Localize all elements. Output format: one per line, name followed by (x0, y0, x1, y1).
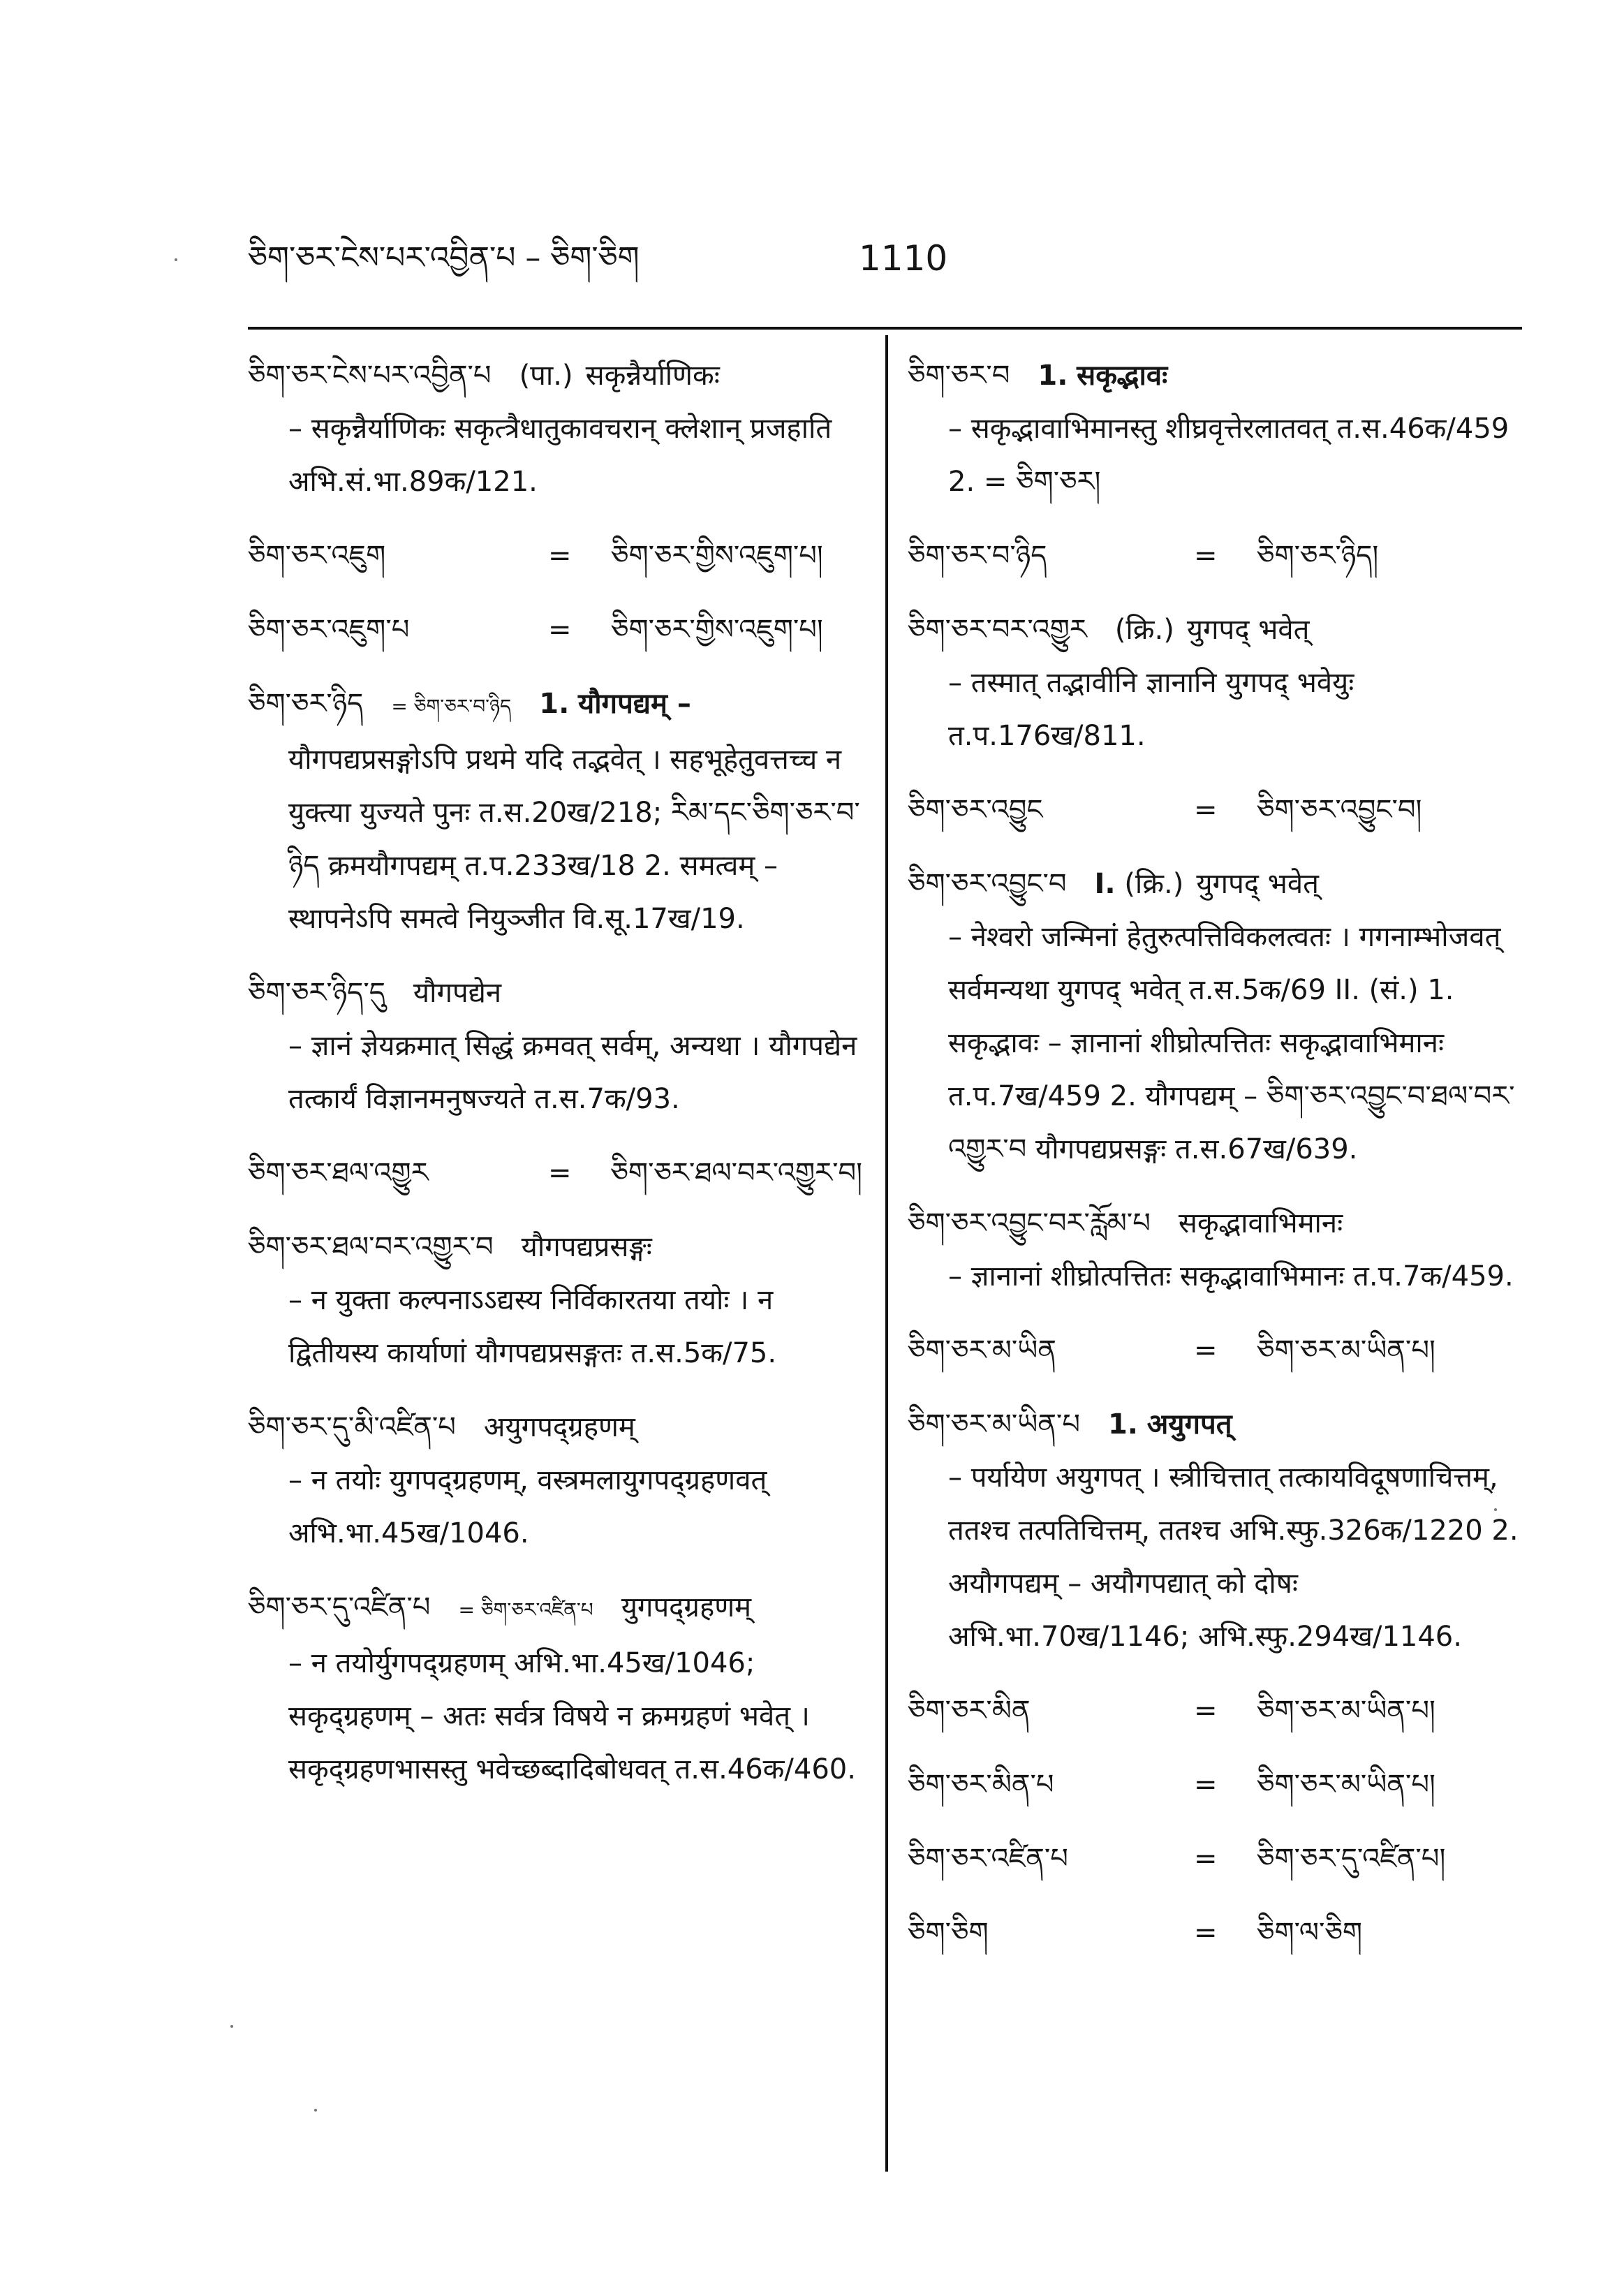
scan-speck (314, 2109, 317, 2112)
cross-reference-entry (248, 529, 862, 582)
scan-speck (175, 258, 177, 261)
sense-number: 1. (539, 688, 570, 720)
entry-first-gloss: यौगपद्यप्रसङ्गः (521, 1231, 652, 1263)
dictionary-entry (908, 857, 1522, 1176)
running-head-range: ཅིག་ཅར་ངེས་པར་འབྱིན་པ – ཅིག་ཅིག (248, 240, 640, 276)
grammar-tag: (क्रि.) (1124, 868, 1184, 900)
cross-reference-target: ཅིག་ཅར་གྱིས་འཇུག་པ། (611, 614, 823, 646)
cross-reference-entry (908, 1832, 1522, 1885)
equals-sign: = (1194, 1917, 1218, 1949)
entry-headword: ཅིག་ཅར་མ་ཡིན (908, 1334, 1056, 1367)
entry-body: – न तयोर्युगपद्ग्रहणम् अभि.भा.45ख/1046; सकृद्ग्रहणम् – अतः सर्वत्र विषये न क्रमग्रहणं भवेत् । सकृद्ग्रहणभासस्तु भवेच्छब्दादिबोधवत् त.स.46क/460. (288, 1647, 856, 1785)
entry-body: – सकृन्नैर्याणिकः सकृत्त्रैधातुकावचरान् क्लेशान् प्रजहाति अभि.सं.भा.89क/121. (288, 413, 832, 498)
entry-headword: ཅིག་ཅར་མ་ཡིན་པ (908, 1408, 1080, 1441)
cross-reference-entry (908, 1906, 1522, 1959)
cross-reference-entry (908, 1684, 1522, 1737)
cross-reference-target: ཅིག་ཅར་ཉིད། (1257, 540, 1379, 572)
entry-headword: ཅིག་ཅར་དུ་མི་འཛིན་པ (248, 1411, 456, 1443)
entry-headword: ཅིག་ཅར་མིན་པ (908, 1769, 1054, 1801)
cross-reference-entry (908, 1758, 1522, 1811)
entry-first-gloss: सकृद्भावाभिमानः (1178, 1207, 1343, 1239)
entry-body: – नेश्वरो जन्मिनां हेतुरुत्पत्तिविकलत्वतः । गगनाम्भोजवत् सर्वमन्यथा युगपद् भवेत् त.स.5क/69 II. (सं.) 1. सकृद्भावः – ज्ञानानां शीघ्रोत्पत्तितः सकृद्भावाभिमानः त.प.7ख/459 2. यौगपद्यम् – ཅིག་ཅར་འབྱུང་བ་ཐལ་བར་འགྱུར་བ यौगपद्यप्रसङ्गः त.स.67ख/639. (948, 921, 1515, 1165)
cross-reference-target: ཅིག་ཅར་མ་ཡིན་པ། (1257, 1695, 1435, 1727)
entry-headword: ཅིག་ཅར་འབྱུང་བར་རློམ་པ (908, 1207, 1151, 1239)
entry-headword: ཅིག་ཅར་ངེས་པར་འབྱིན་པ (248, 360, 492, 392)
cross-reference-entry (908, 1324, 1522, 1377)
entry-headword: ཅིག་ཅར་ཐལ་བར་འགྱུར་བ (248, 1231, 494, 1263)
entry-body: – ज्ञानानां शीघ्रोत्पत्तितः सकृद्भावाभिमानः त.प.7क/459. (948, 1260, 1514, 1292)
entry-first-gloss: अयुगपद्ग्रहणम् (483, 1411, 635, 1443)
sense-number: I. (1094, 868, 1116, 900)
dictionary-entry (248, 677, 862, 945)
entry-headword: ཅིག་ཅར་ཐལ་འགྱུར (248, 1157, 429, 1189)
entry-first-gloss: यौगपद्यम् – (578, 688, 691, 720)
entry-headword: ཅིག་ཅར་འཇུག (248, 540, 386, 572)
header-rule (248, 327, 1522, 330)
scan-speck (230, 2025, 233, 2028)
variant-note: = ཅིག་ཅར་འཛིན་པ (458, 1598, 593, 1621)
entry-first-gloss: यौगपद्येन (413, 977, 502, 1009)
dictionary-entry (248, 1581, 862, 1796)
entry-body: – तस्मात् तद्भावीनि ज्ञानानि युगपद् भवेयुः त.प.176ख/811. (948, 667, 1354, 752)
entry-headword: ཅིག་ཅར་བར་འགྱུར (908, 614, 1087, 646)
equals-sign: = (548, 1157, 572, 1189)
cross-reference-entry (248, 1147, 862, 1200)
entry-body: – ज्ञानं ज्ञेयक्रमात् सिद्धं क्रमवत् सर्वम्, अन्यथा । यौगपद्येन तत्कार्यं विज्ञानमनुषज्यते त.स.7क/93. (288, 1030, 857, 1115)
scan-speck (1494, 1508, 1497, 1511)
entry-headword: ཅིག་ཅར་དུ་འཛིན་པ (248, 1591, 431, 1623)
entry-first-gloss: अयुगपत् (1146, 1408, 1232, 1441)
dictionary-entry (248, 349, 862, 508)
dictionary-entry (248, 1221, 862, 1380)
cross-reference-entry (908, 529, 1522, 582)
entry-first-gloss: सकृन्नैर्याणिकः (585, 360, 720, 392)
entry-headword: ཅིག་ཅར་ཉིད (248, 688, 364, 720)
cross-reference-target: ཅིག་ཅར་མ་ཡིན་པ། (1257, 1334, 1435, 1367)
page-number: 1110 (859, 238, 948, 279)
equals-sign: = (1194, 794, 1218, 826)
entry-headword: ཅིག་ཅར་ཉིད་དུ (248, 977, 385, 1009)
variant-note: = ཅིག་ཅར་བ་ཉིད (391, 695, 512, 718)
equals-sign: = (548, 540, 572, 572)
entry-headword: ཅིག་ཅར་བ (908, 360, 1010, 392)
entry-body: यौगपद्यप्रसङ्गोऽपि प्रथमे यदि तद्भवेत् । सहभूहेतुवत्तच्च न युक्त्या युज्यते पुनः त.स.20ख/218; རིམ་དང་ཅིག་ཅར་བ་ཉིད क्रमयौगपद्यम् त.प.233ख/18 2. समत्वम् – स्थापनेऽपि समत्वे नियुञ्जीत वि.सू.17ख/19. (288, 744, 860, 935)
dictionary-entry (248, 1401, 862, 1560)
entry-headword: ཅིག་ཅར་འཛིན་པ (908, 1843, 1068, 1875)
equals-sign: = (1194, 1843, 1218, 1875)
cross-reference-entry (908, 783, 1522, 837)
entry-body: – पर्यायेण अयुगपत् । स्त्रीचित्तात् तत्कायविदूषणाचित्तम्, ततश्च तत्पतिचित्तम्, ततश्च अभि.स्फु.326क/1220 2. अयौगपद्यम् – अयौगपद्यात् को दोषः अभि.भा.70ख/1146; अभि.स्फु.294ख/1146. (948, 1461, 1519, 1653)
entry-body: – न युक्ता कल्पनाऽऽद्यस्य निर्विकारतया तयोः । न द्वितीयस्य कार्याणां यौगपद्यप्रसङ्गतः त.स.5क/75. (288, 1284, 777, 1369)
cross-reference-target: ཅིག་ཅར་གྱིས་འཇུག་པ། (611, 540, 823, 572)
dictionary-entry (248, 966, 862, 1126)
cross-reference-entry (248, 603, 862, 656)
cross-reference-target: ཅིག་ཅར་འབྱུང་བ། (1257, 794, 1422, 826)
equals-sign: = (548, 614, 572, 646)
entry-body: – न तयोः युगपद्ग्रहणम्, वस्त्रमलायुगपद्ग्रहणवत् अभि.भा.45ख/1046. (288, 1464, 767, 1549)
entry-first-gloss: सकृद्भावः (1077, 360, 1168, 392)
dictionary-entry (908, 349, 1522, 508)
entry-headword: ཅིག་ཅར་མིན (908, 1695, 1031, 1727)
entry-first-gloss: युगपद्ग्रहणम् (621, 1591, 752, 1623)
dictionary-entry (908, 603, 1522, 763)
grammar-tag: (पा.) (519, 360, 573, 392)
equals-sign: = (1194, 1695, 1218, 1727)
left-column (248, 349, 862, 1817)
entry-first-gloss: युगपद् भवेत् (1196, 868, 1319, 900)
entry-headword: ཅིག་ཅར་བ་ཉིད (908, 540, 1047, 572)
dictionary-entry (908, 1398, 1522, 1663)
dictionary-entry (908, 1197, 1522, 1303)
entry-headword: ཅིག་ཅར་འབྱུང་བ (908, 868, 1067, 900)
entry-headword: ཅིག་ཅར་འཇུག་པ (248, 614, 410, 646)
entry-headword: ཅིག་ཅར་འབྱུང (908, 794, 1043, 826)
equals-sign: = (1194, 1769, 1218, 1801)
cross-reference-target: ཅིག་ལ་ཅིག (1257, 1917, 1363, 1949)
equals-sign: = (1194, 540, 1218, 572)
entry-headword: ཅིག་ཅིག (908, 1917, 989, 1949)
running-head (248, 230, 1505, 286)
sense-number: 1. (1038, 360, 1068, 392)
column-divider (885, 335, 888, 2172)
equals-sign: = (1194, 1334, 1218, 1367)
cross-reference-target: ཅིག་ཅར་དུ་འཛིན་པ། (1257, 1843, 1446, 1875)
grammar-tag: (क्रि.) (1114, 614, 1174, 646)
cross-reference-target: ཅིག་ཅར་མ་ཡིན་པ། (1257, 1769, 1435, 1801)
right-column (908, 349, 1522, 1980)
cross-reference-target: ཅིག་ཅར་ཐལ་བར་འགྱུར་བ། (610, 1157, 862, 1189)
entry-first-gloss: युगपद् भवेत् (1186, 614, 1310, 646)
sense-number: 1. (1107, 1408, 1138, 1441)
entry-body: – सकृद्भावाभिमानस्तु शीघ्रवृत्तेरलातवत् त.स.46क/459 2. = ཅིག་ཅར། (948, 413, 1509, 498)
